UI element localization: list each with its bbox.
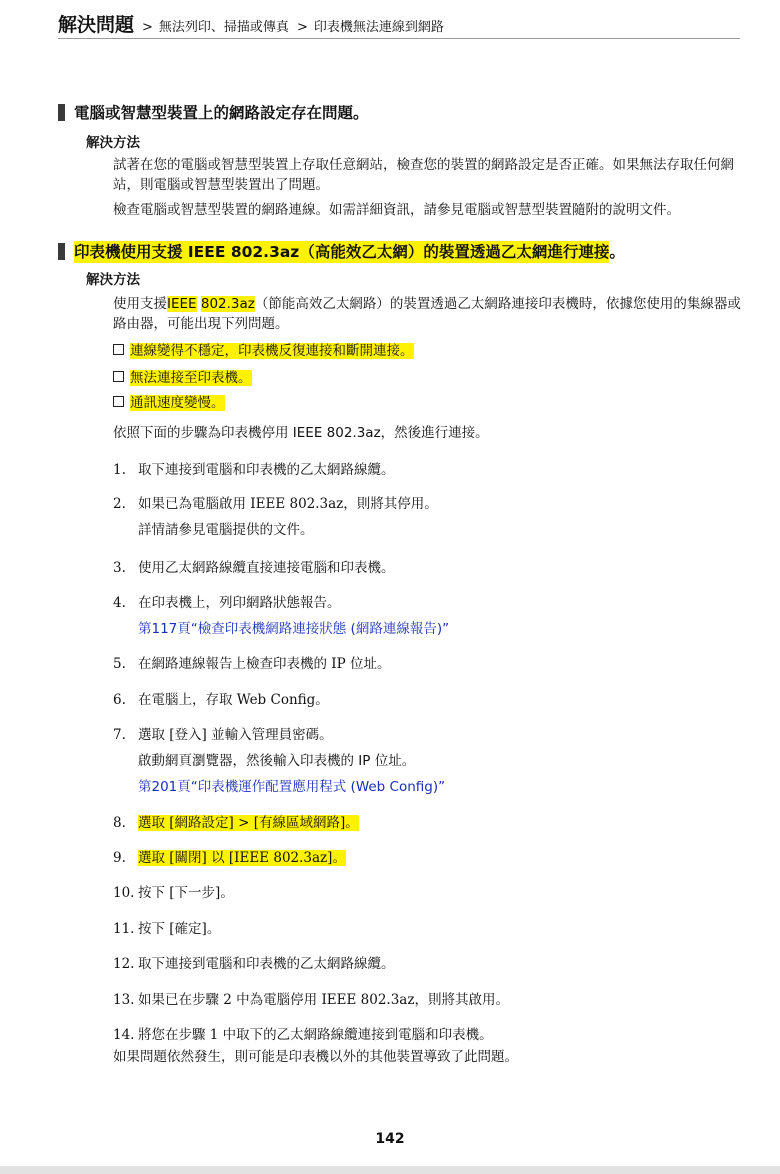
bottom-divider: [0, 1166, 780, 1174]
procedure-intro: 依照下面的步驟為印表機停用 IEEE 802.3az，然後進行連接。: [113, 425, 489, 441]
step-item: 3. 使用乙太網路線纜直接連接電腦和印表機。: [113, 560, 395, 576]
paragraph: 試著在您的電腦或智慧型裝置上存取任意網站，檢查您的裝置的網路設定是否正確。如果無法存取任何網站，則電腦或智慧型裝置出了問題。: [113, 157, 734, 193]
step-item: 11. 按下 [確定]。: [113, 921, 221, 937]
step-item: 2. 如果已為電腦啟用 IEEE 802.3az，則將其停用。: [113, 496, 438, 512]
step-note: 詳情請參見電腦提供的文件。: [138, 522, 314, 538]
step-item: 6. 在電腦上，存取 Web Config。: [113, 692, 329, 708]
closing-paragraph: 如果問題依然發生，則可能是印表機以外的其他裝置導致了此問題。: [113, 1049, 518, 1065]
step-item: 8. 選取 [網路設定] > [有線區域網路]。: [113, 815, 359, 831]
section-marker-icon: [58, 243, 65, 260]
link-network-status-report[interactable]: 第117頁“檢查印表機網路連接狀態 (網路連線報告)”: [138, 621, 450, 637]
checkbox-bullet-icon: [113, 396, 124, 407]
section-title-network-settings: 電腦或智慧型裝置上的網路設定存在問題。: [58, 101, 369, 123]
step-item: 5. 在網路連線報告上檢查印表機的 IP 位址。: [113, 656, 391, 672]
intro-paragraph: 使用支援IEEE 802.3az（節能高效乙太網路）的裝置透過乙太網路連接印表機時，依據您使用的集線器或路由器，可能出現下列問題。: [113, 296, 741, 332]
step-item: 13. 如果已在步驟 2 中為電腦停用 IEEE 802.3az，則將其啟用。: [113, 992, 509, 1008]
list-item: 連線變得不穩定，印表機反復連接和斷開連接。: [113, 339, 414, 359]
breadcrumb-item-print-scan-fax[interactable]: 無法列印、掃描或傳真: [158, 20, 289, 35]
step-item: 14. 將您在步驟 1 中取下的乙太網路線纜連接到電腦和印表機。: [113, 1027, 493, 1043]
section-marker-icon: [58, 104, 65, 121]
list-item: 無法連接至印表機。: [113, 366, 252, 386]
breadcrumb: [58, 10, 740, 39]
step-item: 4. 在印表機上，列印網路狀態報告。: [113, 595, 341, 611]
breadcrumb-main[interactable]: 解決問題: [58, 14, 135, 36]
link-web-config[interactable]: 第201頁“印表機運作配置應用程式 (Web Config)”: [138, 779, 446, 795]
breadcrumb-separator: >: [142, 20, 153, 35]
step-item: 9. 選取 [關閉] 以 [IEEE 802.3az]。: [113, 850, 346, 866]
highlight: IEEE: [167, 296, 197, 312]
breadcrumb-separator: >: [296, 20, 308, 35]
section-title-ieee-802-3az: 印表機使用支援 IEEE 802.3az（高能效乙太網）的裝置透過乙太網進行連接。: [58, 240, 625, 262]
step-item: 10. 按下 [下一步]。: [113, 885, 234, 901]
solution-label: 解決方法: [86, 135, 140, 151]
step-item: 1. 取下連接到電腦和印表機的乙太網路線纜。: [113, 462, 395, 478]
list-item: 通訊速度變慢。: [113, 391, 225, 411]
page-number: 142: [375, 1131, 405, 1147]
step-item: 12. 取下連接到電腦和印表機的乙太網路線纜。: [113, 956, 395, 972]
breadcrumb-item-network[interactable]: 印表機無法連線到網路: [313, 20, 444, 35]
paragraph: 檢查電腦或智慧型裝置的網路連線。如需詳細資訊，請參見電腦或智慧型裝置隨附的說明文件。: [113, 202, 680, 218]
highlight: 802.3az: [200, 296, 255, 312]
checkbox-bullet-icon: [113, 371, 124, 382]
step-item: 7. 選取 [登入] 並輸入管理員密碼。: [113, 727, 333, 743]
solution-label: 解決方法: [86, 272, 140, 288]
checkbox-bullet-icon: [113, 344, 124, 355]
step-note: 啟動網頁瀏覽器，然後輸入印表機的 IP 位址。: [138, 753, 416, 769]
